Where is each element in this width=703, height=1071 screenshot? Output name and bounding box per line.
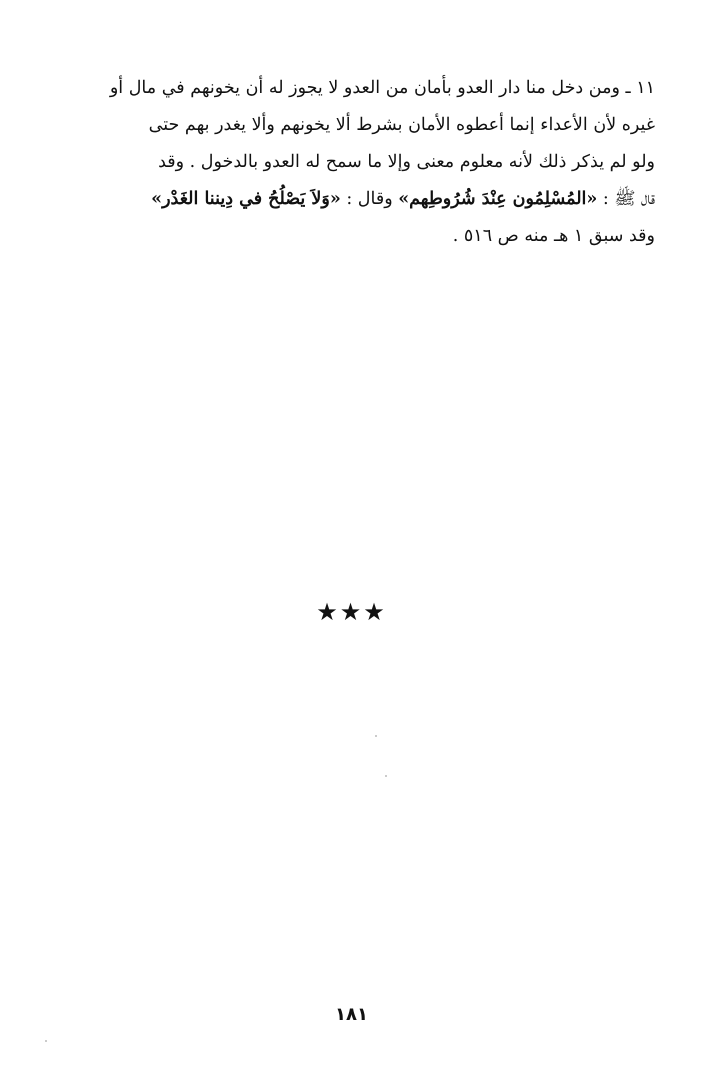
hadith-quote-1: «المُسْلِمُون عِنْدَ شُرُوطِهم»: [398, 189, 598, 209]
scan-speck: [375, 735, 377, 737]
scan-speck: [45, 1040, 47, 1042]
page-number: ١٨١: [335, 1004, 368, 1025]
line-4-prefix: قال ﷺ :: [597, 189, 655, 209]
scan-speck: [385, 775, 387, 777]
section-divider-stars: ★★★: [316, 598, 387, 626]
body-text: [100, 70, 655, 255]
text-line-5: وقد سبق ١ هـ منه ص ٥١٦ .: [452, 226, 655, 246]
text-line-1: ١١ ـ ومن دخل منا دار العدو بأمان من العدو لا يجوز له أن يخونهم في مال أو: [109, 78, 655, 98]
line-4-middle: وقال :: [340, 189, 399, 209]
text-line-4: [100, 181, 655, 218]
hadith-quote-2: «وَلاَ يَصْلُحُ في دِيننا الغَدْر»: [151, 189, 341, 209]
text-line-3: ولو لم يذكر ذلك لأنه معلوم معنى وإلا ما سمح له العدو بالدخول . وقد: [158, 152, 655, 172]
text-line-2: غيره لأن الأعداء إنما أعطوه الأمان بشرط ألا يخونهم وألا يغدر بهم حتى: [148, 115, 655, 135]
